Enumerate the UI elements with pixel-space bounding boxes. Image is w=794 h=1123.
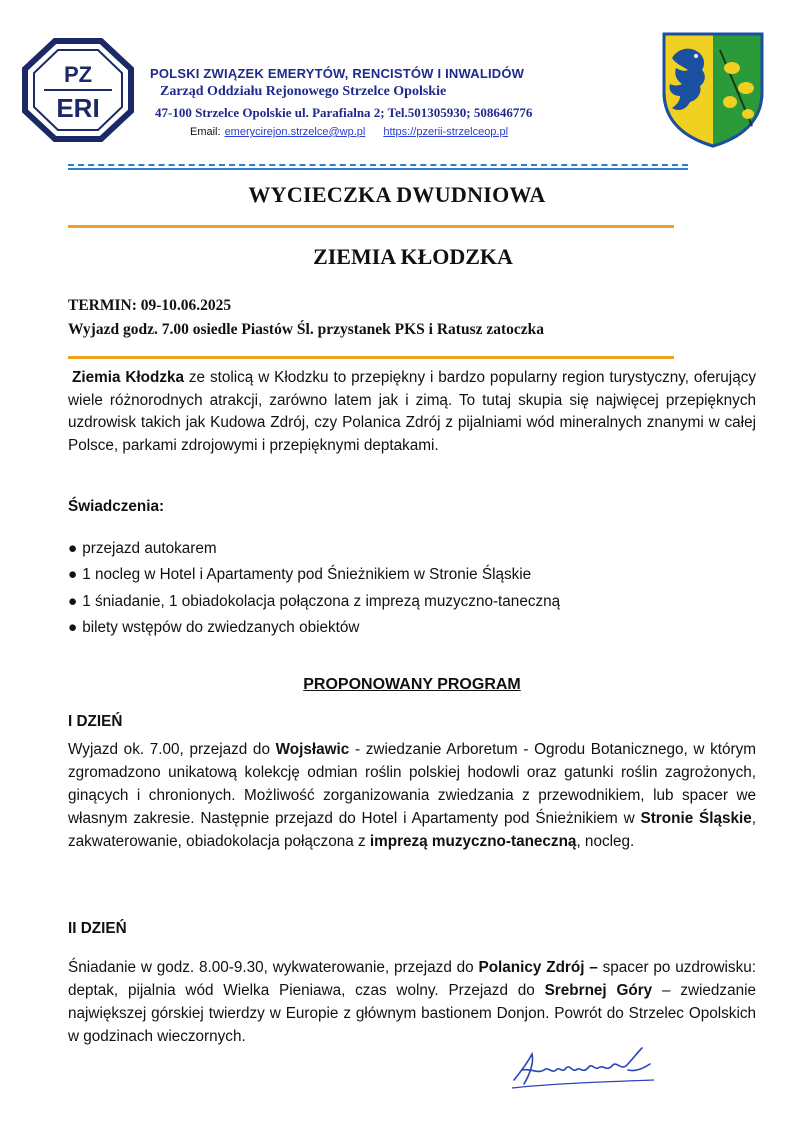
logo-text-top: PZ [63,62,93,87]
day1-paragraph: Wyjazd ok. 7.00, przejazd do Wojsławic - zwiedzanie Arboretum - Ogrodu Botanicznego, w którym zgromadzono unikatową kolekcję odmian roślin polskiej hodowli oraz gatunki roślin zagrożonych, ginących i chronionych. Możliwość zorganizowania zwiedzania z przewodnikiem, lub spacer we własnym zakresie. Następnie przejazd do Hotel i Apartamenty pod Śnieżnikiem w Stronie Śląskie, zakwaterowanie, obiadokolacja połączona z imprezą muzyczno-taneczną, nocleg. [68,741,757,850]
coat-of-arms-crest [660,30,766,148]
day2-label: II DZIEŃ [68,920,127,937]
services-heading: Świadczenia: [68,498,165,515]
day1-label: I DZIEŃ [68,713,123,730]
program-heading: PROPONOWANY PROGRAM [303,676,521,693]
org-contact [190,126,508,138]
document-title: WYCIECZKA DWUDNIOWA [248,182,546,207]
termin-block [68,294,544,342]
termin-divider [68,356,674,359]
services-list [68,536,560,641]
org-title: POLSKI ZWIĄZEK EMERYTÓW, RENCISTÓW I INWALIDÓW [150,66,525,81]
bullet-icon: ● [68,592,78,610]
day2-paragraph: Śniadanie w godz. 8.00-9.30, wykwaterowanie, przejazd do Polanicy Zdrój – spacer po uzdrowisku: deptak, pijalnia wód Wielka Pieniawa, czas wolny. Przejazd do Srebrnej Góry – zwiedzanie największej górskiej twierdzy w Europie z głównym bastionem Donjon. Powrót do Strzelec Opolskich w godzinach wieczornych. [68,959,756,1045]
intro-text: ze stolicą w Kłodzku to przepiękny i bardzo popularny region turystyczny, oferujący wiele różnorodnych atrakcji, zarówno latem jak i zimą. To tutaj skupia się najwięcej przepięknych uzdrowisk takich jak Kudowa Zdrój, czy Polanica Zdrój z pijalniami wód mineralnych znanymi w całej Polsce, parkami zdrojowymi i przepięknymi deptakami. [68,369,757,454]
bullet-icon: ● [68,618,78,636]
email-link[interactable]: emerycirejon.strzelce@wp.pl [224,126,366,138]
logo-text-bottom: ERI [56,93,100,123]
org-subtitle: Zarząd Oddziału Rejonowego Strzelce Opolskie [160,84,447,99]
destination-title: ZIEMIA KŁODZKA [313,244,513,269]
list-item: ● 1 nocleg w Hotel i Apartamenty pod Śnieżnikiem w Stronie Śląskie [68,566,532,584]
header-divider [68,164,688,170]
email-label: Email: [190,126,221,138]
handwritten-signature [508,1040,658,1092]
pzeri-logo [22,38,134,142]
bullet-icon: ● [68,566,78,584]
list-item: ● przejazd autokarem [68,540,217,557]
list-item: ● 1 śniadanie, 1 obiadokolacja połączona z imprezą muzyczno-taneczną [68,592,561,610]
list-item: ● bilety wstępów do zwiedzanych obiektów [68,618,360,636]
website-link[interactable]: https://pzerii-strzelceop.pl [383,126,509,138]
intro-paragraph [68,367,756,457]
termin-date: TERMIN: 09-10.06.2025 [68,297,232,314]
title-divider [68,225,674,228]
intro-lead: Ziemia Kłodzka [72,369,185,386]
bullet-icon: ● [68,540,78,557]
org-address: 47-100 Strzelce Opolskie ul. Parafialna 2; Tel.501305930; 508646776 [155,105,533,120]
termin-departure: Wyjazd godz. 7.00 osiedle Piastów Śl. przystanek PKS i Ratusz zatoczka [68,321,545,338]
